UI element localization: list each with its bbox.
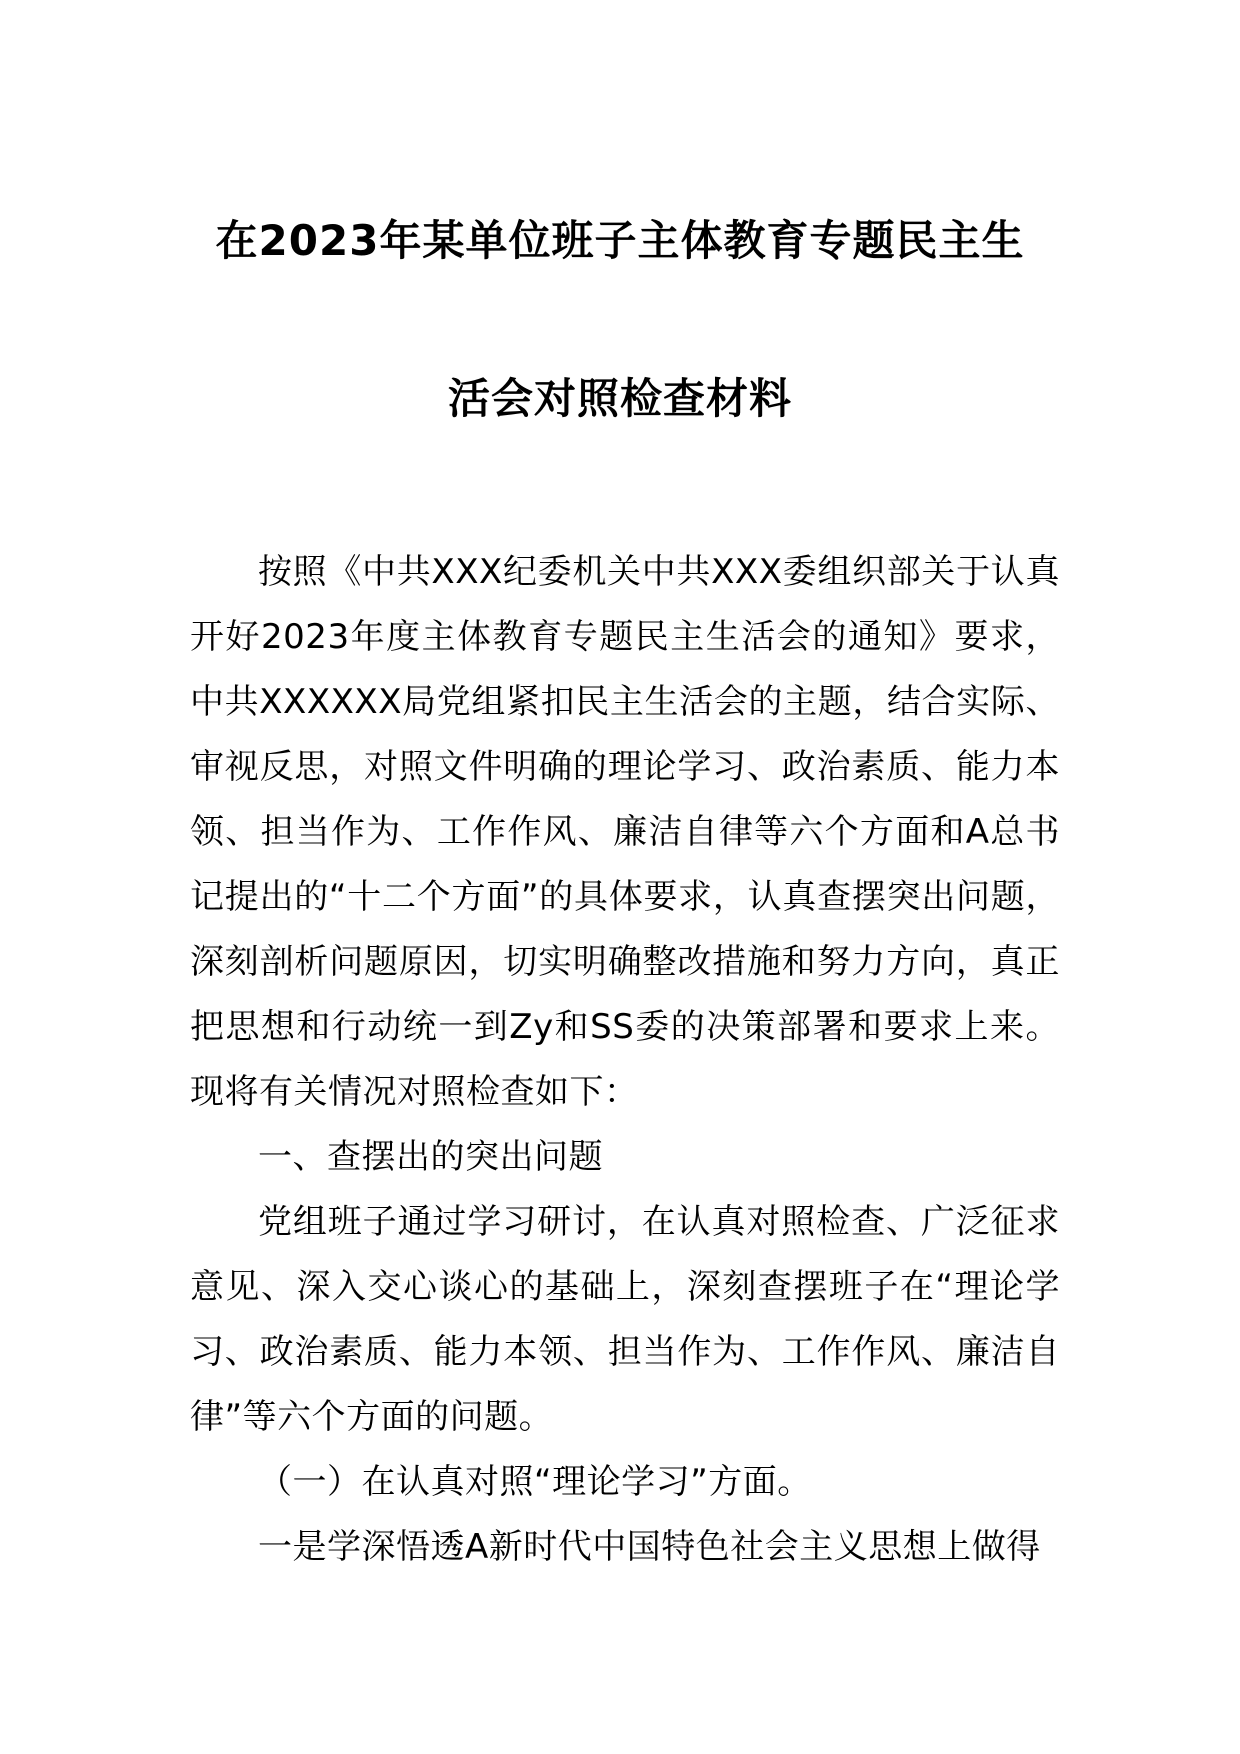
section-heading-1: 一、查摆出的突出问题 [258, 1137, 603, 1177]
intro-paragraph: 按照《中共XXX纪委机关中共XXX委组织部关于认真开好2023年度主体教育专题民主生活会的通知》要求，中共XXXXXX局党组紧扣民主生活会的主题，结合实际、审视反思，对照文件明确的理论学习、政治素质、能力本领、担当作为、工作作风、廉洁自律等六个方面和A总书记提出的“十二个方面”的具体要求，认真查摆突出问题，深刻剖析问题原因，切实明确整改措施和努力方向，真正把思想和行动统一到Zy和SS委的决策部署和要求上来。现将有关情况对照检查如下： [190, 552, 1060, 1112]
subsection-heading-1: （一）在认真对照“理论学习”方面。 [258, 1462, 812, 1502]
point-paragraph-1: 一是学深悟透A新时代中国特色社会主义思想上做得 [258, 1527, 1041, 1567]
section-summary-paragraph: 党组班子通过学习研讨，在认真对照检查、广泛征求意见、深入交心谈心的基础上，深刻查摆班子在“理论学习、政治素质、能力本领、担当作为、工作作风、廉洁自律”等六个方面的问题。 [190, 1202, 1060, 1437]
document-title-line-2: 活会对照检查材料 [447, 374, 792, 423]
document-body [190, 540, 1060, 1580]
document-title-line-1: 在2023年某单位班子主体教育专题民主生 [215, 216, 1025, 265]
